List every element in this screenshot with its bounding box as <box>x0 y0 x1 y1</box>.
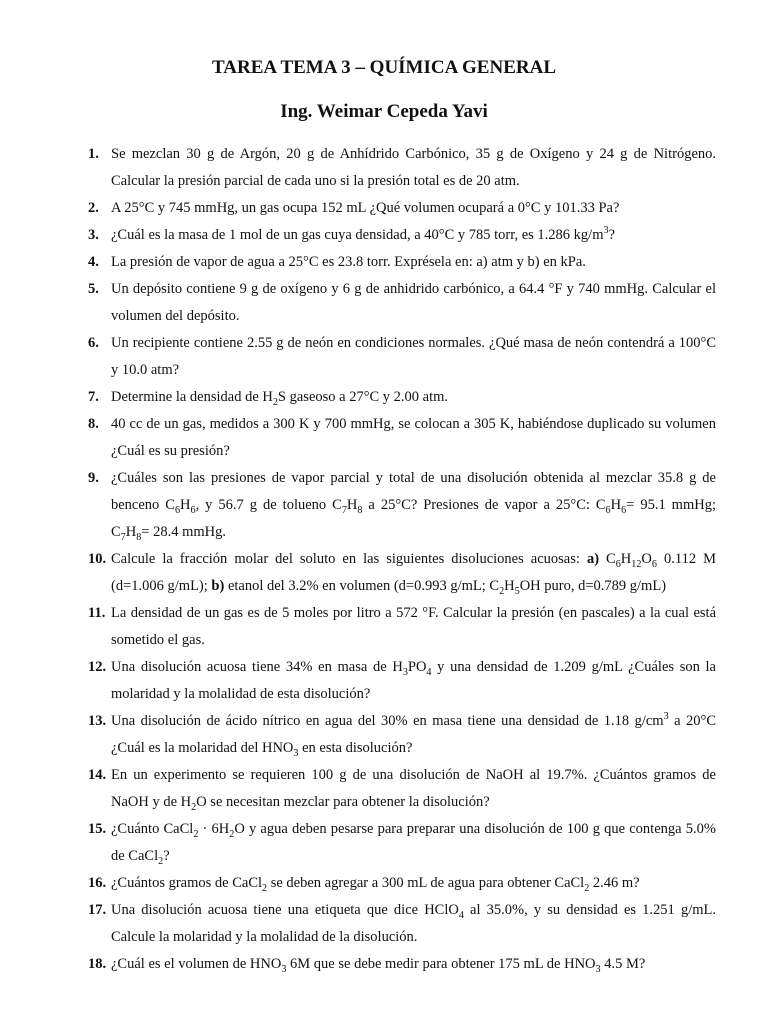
text-segment: H <box>125 524 137 540</box>
problem-item <box>88 546 716 600</box>
problem-number: 12. <box>88 659 107 675</box>
text-segment: ? <box>608 227 615 243</box>
problem-text <box>111 605 716 648</box>
text-segment: Una disolución acuosa tiene 34% en masa de H <box>111 659 403 675</box>
text-segment: 2 <box>193 828 199 840</box>
text-segment: H <box>620 551 632 567</box>
text-segment: ¿Cuántos gramos de CaCl <box>111 875 263 891</box>
problem-number: 4. <box>88 254 99 270</box>
text-segment: 8 <box>357 504 363 516</box>
text-segment: a 25°C? Presiones de vapor a 25°C: C <box>362 497 606 513</box>
problem-text <box>111 470 716 543</box>
problem-text <box>111 389 449 408</box>
problem-text <box>111 416 716 459</box>
text-segment: · 6H <box>198 821 230 837</box>
problem-number: 5. <box>88 281 99 297</box>
text-segment: se deben agregar a 300 mL de agua para obtener CaCl <box>267 875 585 891</box>
text-segment: 7 <box>341 504 347 516</box>
problem-item <box>88 762 716 816</box>
problem-text <box>111 227 615 243</box>
problem-number: 15. <box>88 821 107 837</box>
problem-item <box>88 951 716 978</box>
document-author: Ing. Weimar Cepeda Yavi <box>280 101 488 122</box>
text-segment: = 28.4 mmHg. <box>141 524 226 540</box>
problem-text <box>111 254 586 270</box>
text-segment: 7 <box>120 531 126 543</box>
text-segment: 40 cc de un gas, medidos a 300 K y 700 mmHg, se colocan a 305 K, habiéndose duplicado su volumen ¿Cuál es su presión? <box>111 416 716 459</box>
text-segment: 12 <box>631 558 642 570</box>
text-segment: Un recipiente contiene 2.55 g de neón en condiciones normales. ¿Qué masa de neón contendrá a 100°C y 10.0 atm? <box>111 335 716 378</box>
problem-item <box>88 276 716 330</box>
text-segment: 4 <box>426 666 432 678</box>
problem-item <box>88 897 716 951</box>
text-segment: = 95.1 mmHg; C <box>111 497 716 540</box>
text-segment: 2 <box>499 585 505 597</box>
text-segment: OH puro, d=0.789 g/mL) <box>519 578 667 594</box>
problem-text <box>111 767 716 813</box>
text-segment: 2 <box>262 882 268 894</box>
text-segment: 2 <box>158 855 164 867</box>
text-segment: Calcule la fracción molar del soluto en las siguientes disoluciones acuosas: <box>111 551 587 567</box>
text-segment: , y 56.7 g de tolueno C <box>195 497 342 513</box>
problem-text <box>111 659 716 702</box>
problem-number: 10. <box>88 551 107 567</box>
text-segment: 3 <box>281 963 287 975</box>
text-segment: Determine la densidad de H <box>111 389 273 405</box>
problem-number: 18. <box>88 956 107 972</box>
text-segment: 6 <box>190 504 196 516</box>
problem-item <box>88 600 716 654</box>
text-segment: 3 <box>402 666 408 678</box>
text-segment: O <box>641 551 652 567</box>
text-segment: 4.5 M? <box>600 956 646 972</box>
problem-item <box>88 654 716 708</box>
problem-item <box>88 141 716 195</box>
problem-number: 3. <box>88 227 99 243</box>
text-segment: ¿Cuál es la masa de 1 mol de un gas cuya densidad, a 40°C y 785 torr, es 1.286 kg/m <box>111 227 604 243</box>
text-segment: a 20°C ¿Cuál es la molaridad del HNO <box>111 713 716 756</box>
text-segment: 3 <box>293 747 299 759</box>
text-segment: etanol del 3.2% en volumen (d=0.993 g/mL; C <box>224 578 500 594</box>
text-segment: A 25°C y 745 mmHg, un gas ocupa 152 mL ¿Qué volumen ocupará a 0°C y 101.33 Pa? <box>111 200 620 216</box>
problem-item <box>88 708 716 762</box>
text-segment: 6 <box>605 504 611 516</box>
text-segment: La densidad de un gas es de 5 moles por litro a 572 °F. Calcular la presión (en pascales) a la cual está sometido el gas. <box>111 605 716 648</box>
text-segment: al 35.0%, y su densidad es 1.251 g/mL. Calcule la molaridad y la molalidad de la disolución. <box>111 902 716 945</box>
text-segment: 2.46 m? <box>589 875 640 891</box>
text-segment: 3 <box>663 711 669 723</box>
text-segment: 0.112 M (d=1.006 g/mL); <box>111 551 716 594</box>
problem-item <box>88 411 716 465</box>
problem-text <box>111 335 716 378</box>
problem-text <box>111 200 619 216</box>
text-segment: O y agua deben pesarse para preparar una disolución de 100 g que contenga 5.0% de CaCl <box>111 821 716 864</box>
text-segment: 2 <box>272 396 278 408</box>
text-segment: 6 <box>174 504 181 516</box>
text-segment: y una densidad de 1.209 g/mL ¿Cuáles son la molaridad y la molalidad de esta disolución? <box>111 659 716 702</box>
problem-text <box>111 821 716 867</box>
problem-number: 2. <box>88 200 99 216</box>
text-segment: O se necesitan mezclar para obtener la disolución? <box>196 794 490 810</box>
problem-number: 14. <box>88 767 107 783</box>
problem-list <box>88 141 716 978</box>
problem-number: 6. <box>88 335 99 351</box>
text-segment: 2 <box>229 828 235 840</box>
problem-text <box>111 902 716 945</box>
text-segment: H <box>610 497 622 513</box>
text-segment: C <box>599 551 616 567</box>
problem-item <box>88 195 716 222</box>
text-segment: La presión de vapor de agua a 25°C es 23.8 torr. Exprésela en: a) atm y b) en kPa. <box>111 254 586 270</box>
problem-number: 8. <box>88 416 99 432</box>
text-segment: 3 <box>595 963 601 975</box>
text-segment: 3 <box>603 225 609 237</box>
text-segment: En un experimento se requieren 100 g de una disolución de NaOH al 19.7%. ¿Cuántos gramos de NaOH y de H <box>111 767 716 810</box>
text-segment: ¿Cuál es el volumen de HNO <box>111 956 282 972</box>
text-segment: b) <box>211 578 225 594</box>
problem-item <box>88 249 716 276</box>
problem-item <box>88 222 716 249</box>
problem-number: 9. <box>88 470 99 486</box>
text-segment: ¿Cuáles son las presiones de vapor parcial y total de una disolución obtenida al mezclar 35.8 g de benceno C <box>111 470 716 513</box>
document-title: TAREA TEMA 3 – QUÍMICA GENERAL <box>212 57 556 78</box>
problem-text <box>111 711 716 759</box>
text-segment: PO <box>407 659 427 675</box>
text-segment: 2 <box>191 801 197 813</box>
problem-text <box>111 281 716 324</box>
problem-number: 17. <box>88 902 107 918</box>
text-segment: 6 <box>651 558 657 570</box>
text-segment: 6 <box>615 558 621 570</box>
text-segment: H <box>504 578 515 594</box>
problem-item <box>88 330 716 384</box>
problem-text <box>111 956 646 975</box>
problem-number: 1. <box>88 146 99 162</box>
text-segment: H <box>180 497 191 513</box>
text-segment: 8 <box>136 531 142 543</box>
problem-text <box>111 146 716 189</box>
text-segment: ? <box>163 848 170 864</box>
text-segment: 4 <box>458 909 464 921</box>
problem-item <box>88 465 716 546</box>
text-segment: 6 <box>621 504 627 516</box>
problem-item <box>88 384 716 411</box>
text-segment: H <box>346 497 358 513</box>
text-segment: S gaseoso a 27°C y 2.00 atm. <box>277 389 449 405</box>
text-segment: Se mezclan 30 g de Argón, 20 g de Anhídrido Carbónico, 35 g de Oxígeno y 24 g de Nitrógeno. Calcular la presión parcial de cada uno si la presión total es de 20 atm. <box>111 146 716 189</box>
text-segment: en esta disolución? <box>298 740 413 756</box>
problem-number: 7. <box>88 389 99 405</box>
text-segment: ¿Cuánto CaCl <box>111 821 194 837</box>
text-segment: Una disolución de ácido nítrico en agua del 30% en masa tiene una densidad de 1.18 g/cm <box>111 713 664 729</box>
text-segment: 2 <box>584 882 590 894</box>
problem-number: 11. <box>88 605 106 621</box>
problem-number: 16. <box>88 875 107 891</box>
problem-item <box>88 870 716 897</box>
problem-text <box>111 551 716 597</box>
problem-item <box>88 816 716 870</box>
problem-number: 13. <box>88 713 107 729</box>
text-segment: 6M que se debe medir para obtener 175 mL de HNO <box>286 956 596 972</box>
text-segment: a) <box>586 551 600 567</box>
text-segment: Un depósito contiene 9 g de oxígeno y 6 g de anhidrido carbónico, a 64.4 °F y 740 mmHg. Calcular el volumen del depósito. <box>111 281 716 324</box>
text-segment: Una disolución acuosa tiene una etiqueta que dice HClO <box>111 902 459 918</box>
problem-text <box>111 875 640 894</box>
text-segment: 5 <box>514 585 520 597</box>
